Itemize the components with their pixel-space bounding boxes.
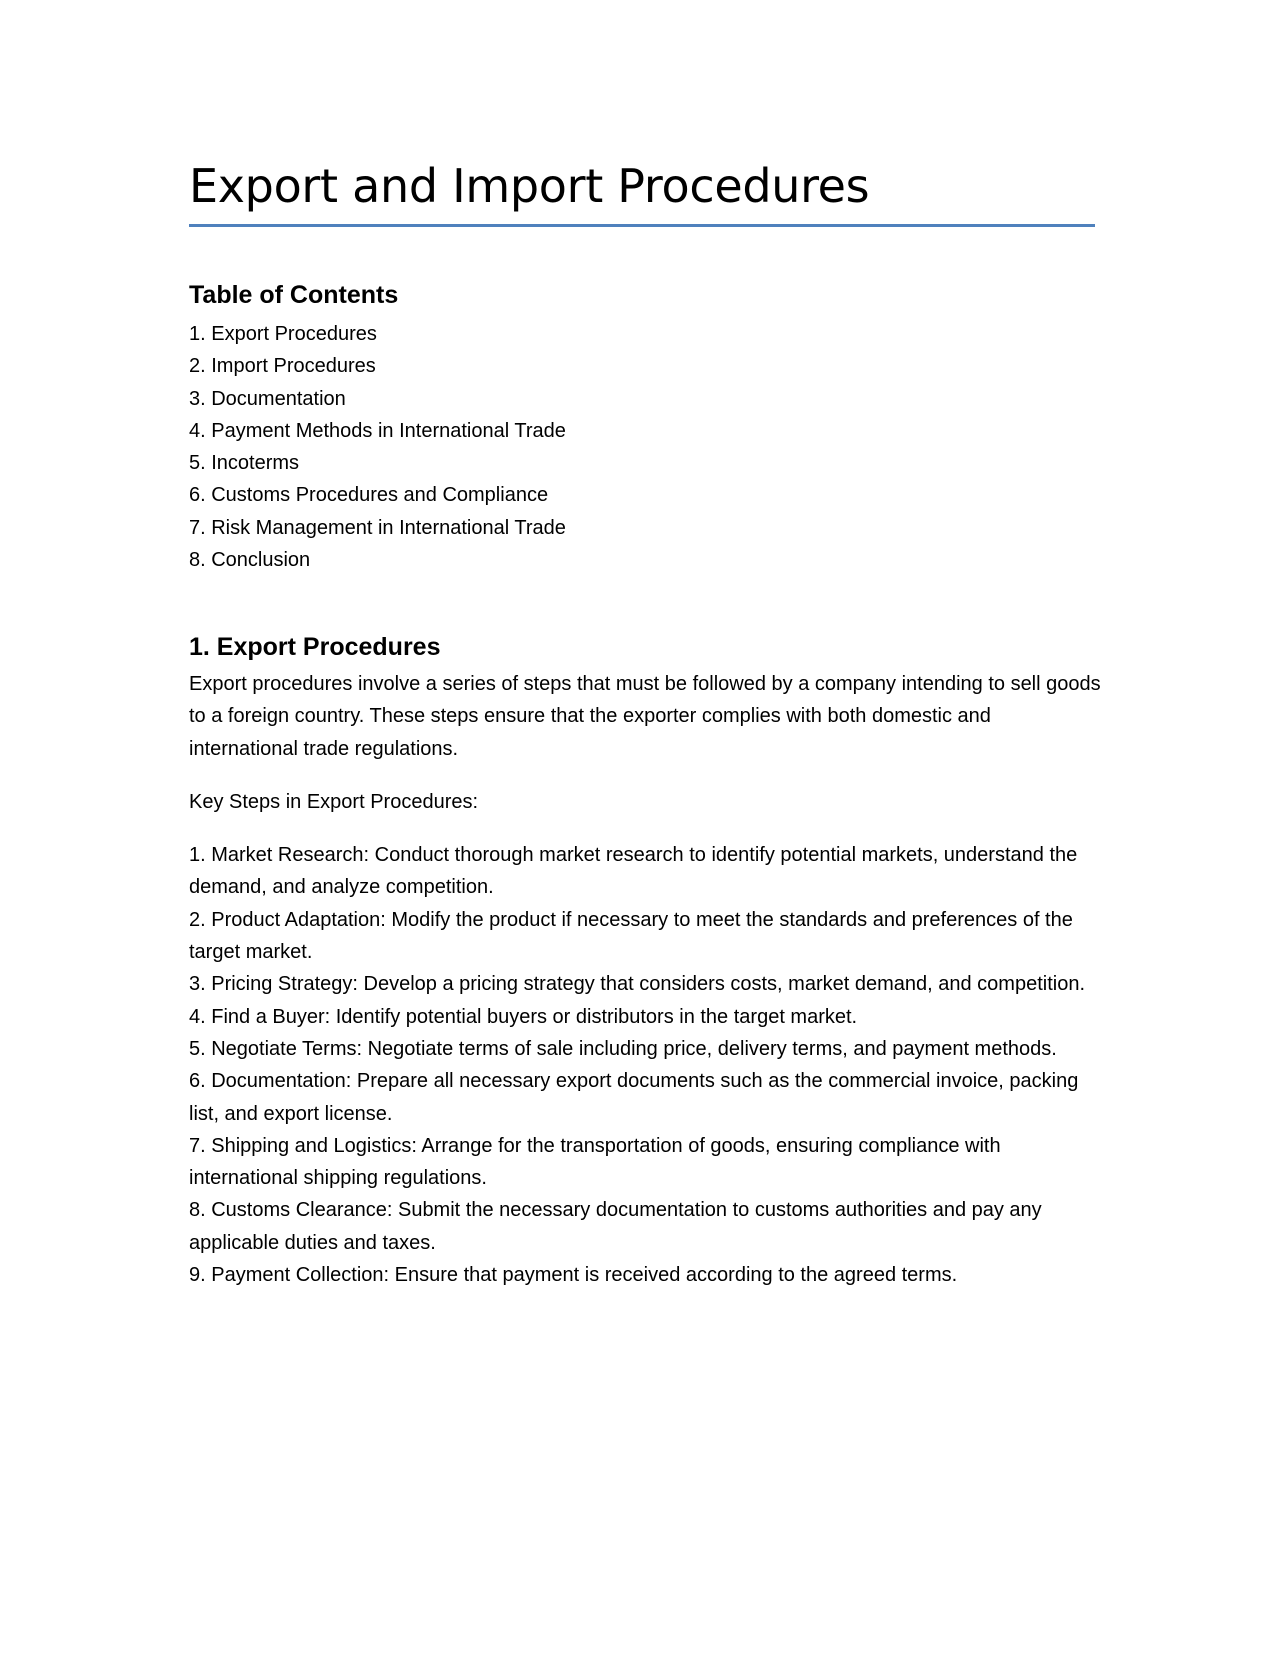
- export-step-item: 8. Customs Clearance: Submit the necessary documentation to customs authorities and pay any applicable duties and taxes.: [189, 1199, 1042, 1254]
- toc-heading: Table of Contents: [189, 281, 399, 309]
- export-step-item: 9. Payment Collection: Ensure that payment is received according to the agreed terms.: [189, 1264, 958, 1287]
- toc-item: 3. Documentation: [189, 387, 346, 410]
- toc-item: 2. Import Procedures: [189, 355, 376, 378]
- document-title: Export and Import Procedures: [189, 159, 870, 213]
- export-step-item: 4. Find a Buyer: Identify potential buyers or distributors in the target market.: [189, 1005, 858, 1028]
- section-body-export-procedures: [189, 668, 1101, 1291]
- key-steps-label: Key Steps in Export Procedures:: [189, 790, 479, 813]
- export-step-item: 1. Market Research: Conduct thorough market research to identify potential markets, understand the demand, and analyze competition.: [189, 844, 1078, 899]
- toc-item: 4. Payment Methods in International Trade: [189, 419, 566, 442]
- toc-item: 7. Risk Management in International Trade: [189, 516, 566, 539]
- export-steps-list: [189, 839, 1101, 1291]
- toc-item: 6. Customs Procedures and Compliance: [189, 484, 549, 507]
- section-heading-export-procedures: 1. Export Procedures: [189, 633, 441, 661]
- title-underline: [189, 224, 1095, 227]
- toc-list: [189, 318, 566, 576]
- section-intro-paragraph: Export procedures involve a series of steps that must be followed by a company intending to sell goods to a foreign country. These steps ensure that the exporter complies with both domestic and international trade regulations.: [189, 673, 1101, 760]
- export-step-item: 6. Documentation: Prepare all necessary export documents such as the commercial invoice, packing list, and export license.: [189, 1070, 1079, 1125]
- export-step-item: 7. Shipping and Logistics: Arrange for the transportation of goods, ensuring compliance with international shipping regulations.: [189, 1134, 1001, 1190]
- toc-item: 5. Incoterms: [189, 452, 300, 475]
- toc-item: 8. Conclusion: [189, 549, 311, 572]
- toc-item: 1. Export Procedures: [189, 323, 377, 345]
- export-step-item: 5. Negotiate Terms: Negotiate terms of sale including price, delivery terms, and payment methods.: [189, 1037, 1057, 1060]
- export-step-item: 2. Product Adaptation: Modify the product if necessary to meet the standards and preferences of the target market.: [189, 908, 1073, 964]
- export-step-item: 3. Pricing Strategy: Develop a pricing strategy that considers costs, market demand, and competition.: [189, 973, 1085, 996]
